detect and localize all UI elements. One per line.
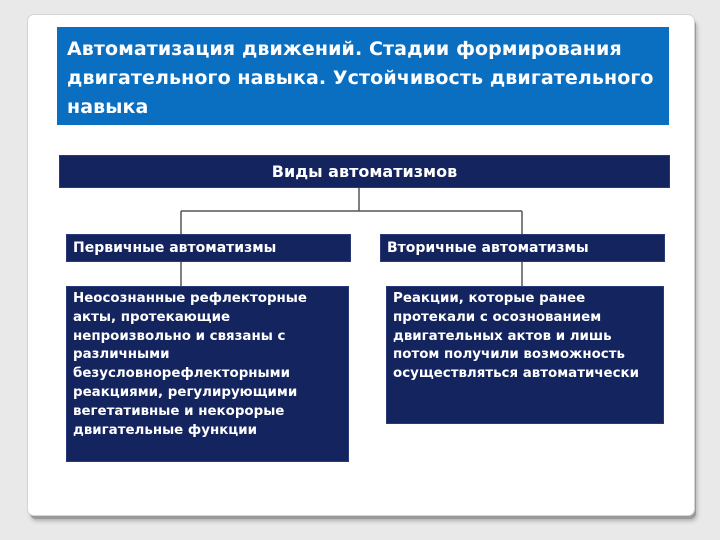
slide-title: Автоматизация движений. Стадии формирования двигательного навыка. Устойчивость двигательного навыка (67, 38, 654, 118)
diagram-heading: Виды автоматизмов (59, 155, 670, 188)
category-primary-description: Неосознанные рефлекторные акты, протекающие непроизвольно и связаны с различными безусловнорефлекторными реакциями, регулирующими вегетативные и некорорые двигательные функции (66, 286, 349, 462)
category-secondary-description: Реакции, которые ранее протекали с осознованием двигательных актов и лишь потом получили возможность осуществляться автоматически (386, 286, 664, 424)
category-primary-label: Первичные автоматизмы (66, 234, 351, 262)
category-secondary-label: Вторичные автоматизмы (380, 234, 665, 262)
